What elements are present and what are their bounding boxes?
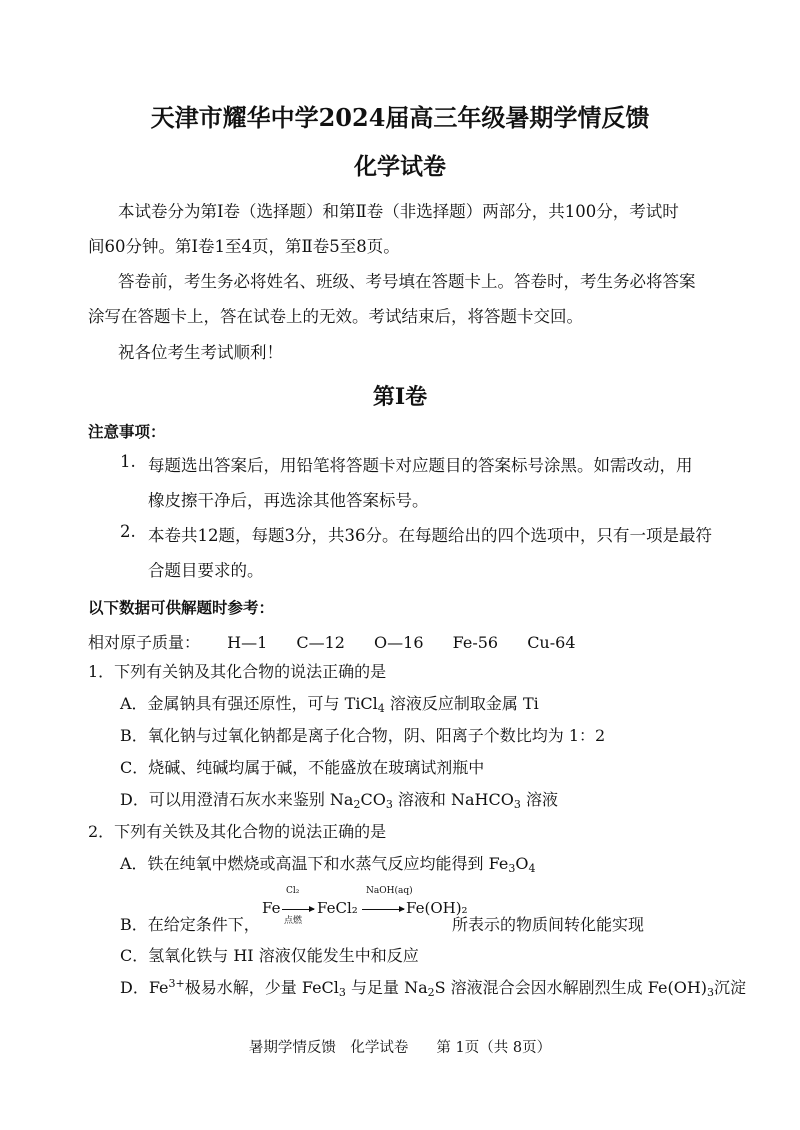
question-1-option-a	[120, 691, 539, 714]
chain-condition-2-top: NaOH(aq)	[366, 886, 413, 896]
question-2-stem: 2．下列有关铁及其化合物的说法正确的是	[88, 822, 387, 841]
q1-d-text: D．可以用澄清石灰水来鉴别 Na	[120, 790, 354, 809]
q2-d-text-4: S 溶液混合会因水解剧烈生成 Fe(OH)	[434, 978, 708, 997]
q2-d-text-2: 极易水解，少量 FeCl	[184, 978, 339, 997]
note-1-line-2: 橡皮擦干净后，再选涂其他答案标号。	[148, 491, 429, 510]
question-1-option-c: C．烧碱、纯碱均属于碱，不能盛放在玻璃试剂瓶中	[120, 758, 485, 777]
mass-h: H—1	[227, 633, 268, 652]
note-2-number: 2.	[120, 522, 136, 541]
q1-a-text-end: 溶液反应制取金属 Ti	[384, 694, 539, 713]
question-2-option-b-suffix: 所表示的物质间转化能实现	[452, 915, 645, 934]
q1-a-text: A．金属钠具有强还原性，可与 TiCl	[120, 694, 378, 713]
footer-exam-name: 暑期学情反馈 化学试卷	[248, 1040, 409, 1056]
chain-fe: Fe	[262, 899, 281, 917]
q2-d-text-end: 沉淀	[714, 978, 747, 997]
mass-c: C—12	[296, 633, 345, 652]
page-footer	[0, 1036, 800, 1057]
intro-line-2: 间60分钟。第Ⅰ卷1至4页，第Ⅱ卷5至8页。	[88, 237, 400, 256]
question-1-stem: 1．下列有关钠及其化合物的说法正确的是	[88, 662, 387, 681]
note-1-line-1: 每题选出答案后，用铅笔将答题卡对应题目的答案标号涂黑。如需改动，用	[148, 456, 693, 475]
q1-d-sub-3: 3	[513, 798, 521, 811]
q2-d-text: D．Fe	[120, 978, 169, 997]
note-1-number: 1.	[120, 452, 136, 471]
q2-d-sub-1: 3	[338, 986, 346, 999]
chain-condition-1-bottom: 点燃	[284, 916, 303, 926]
note-2-line-2: 合题目要求的。	[148, 561, 264, 580]
question-2-option-a	[120, 851, 535, 874]
chain-arrow-2	[362, 909, 404, 910]
mass-fe: Fe-56	[452, 633, 499, 652]
reference-heading: 以下数据可供解题时参考：	[88, 599, 275, 617]
q2-a-text-2: O	[515, 854, 529, 873]
intro-line-1: 本试卷分为第Ⅰ卷（选择题）和第Ⅱ卷（非选择题）两部分，共100分，考试时	[118, 202, 679, 221]
exam-subtitle: 化学试卷	[354, 153, 446, 180]
mass-o: O—16	[374, 633, 424, 652]
question-2-option-b-prefix: B．在给定条件下，	[120, 915, 260, 934]
note-2-line-1: 本卷共12题，每题3分，共36分。在每题给出的四个选项中，只有一项是最符	[148, 526, 712, 545]
question-1-option-d	[120, 787, 558, 810]
q2-a-sub-1: 3	[508, 862, 516, 875]
question-1-option-b: B．氧化钠与过氧化钠都是离子化合物，阴、阳离子个数比均为 1：2	[120, 726, 606, 745]
section-title: 第Ⅰ卷	[372, 384, 428, 410]
intro-line-5: 祝各位考生考试顺利！	[118, 343, 283, 362]
q2-d-sup: 3+	[168, 977, 185, 990]
question-2-option-d	[120, 975, 746, 998]
q1-d-text-3: 溶液和 NaHCO	[392, 790, 514, 809]
footer-page-number: 第 1页（共 8页）	[436, 1040, 552, 1056]
notes-heading: 注意事项：	[88, 423, 166, 441]
q2-d-text-3: 与足量 Na	[345, 978, 428, 997]
question-2-option-c: C．氢氧化铁与 HI 溶液仅能发生中和反应	[120, 946, 419, 965]
atomic-mass-label: 相对原子质量：	[88, 633, 201, 652]
exam-title: 天津市耀华中学2024届高三年级暑期学情反馈	[150, 103, 650, 132]
q2-a-sub-2: 4	[528, 862, 536, 875]
atomic-mass-line	[88, 630, 576, 653]
chain-arrow-1	[282, 909, 314, 910]
q1-d-text-end: 溶液	[520, 790, 558, 809]
q1-a-sub: 4	[377, 702, 385, 715]
q2-d-sub-3: 3	[707, 986, 715, 999]
intro-line-4: 涂写在答题卡上，答在试卷上的无效。考试结束后，将答题卡交回。	[88, 307, 583, 326]
chain-fecl2: FeCl₂	[317, 899, 358, 917]
mass-cu: Cu-64	[527, 633, 576, 652]
q1-d-sub-2: 3	[385, 798, 393, 811]
q1-d-sub-1: 2	[353, 798, 361, 811]
q2-a-text: A．铁在纯氧中燃烧或高温下和水蒸气反应均能得到 Fe	[120, 854, 509, 873]
chain-product: Fe(OH)₂	[406, 899, 468, 917]
q2-d-sub-2: 2	[427, 986, 435, 999]
intro-line-3: 答卷前，考生务必将姓名、班级、考号填在答题卡上。答卷时，考生务必将答案	[118, 272, 696, 291]
chain-condition-1-top: Cl₂	[286, 886, 300, 896]
q1-d-text-2: CO	[360, 790, 386, 809]
